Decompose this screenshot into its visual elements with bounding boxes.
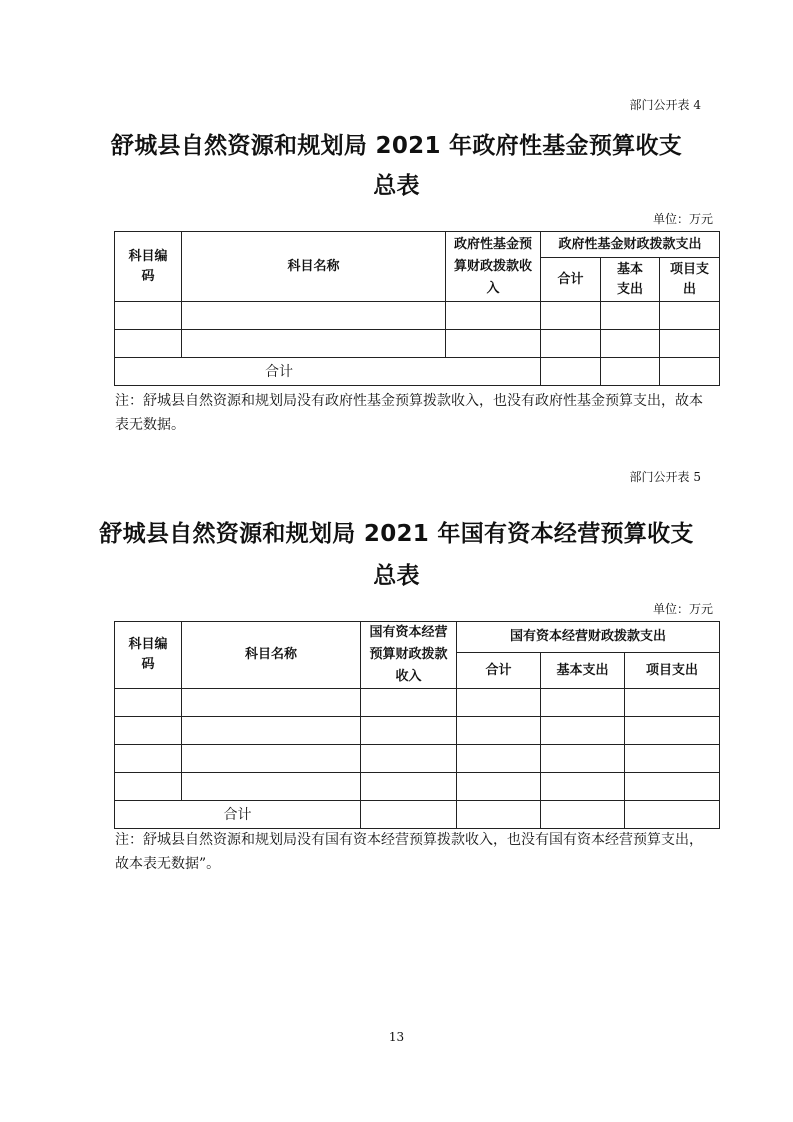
unit-label: 单位：万元	[652, 212, 713, 226]
total-label: 合计	[115, 358, 541, 386]
header-name: 科目名称	[182, 232, 446, 302]
header-income: 政府性基金预算财政拨款收入	[446, 232, 541, 302]
page-title-continued: 总表	[373, 173, 420, 199]
budget-table	[114, 231, 720, 386]
header-code: 科目编码	[115, 622, 182, 689]
table-row	[115, 302, 720, 330]
header-income: 国有资本经营预算财政拨款收入	[361, 622, 457, 689]
table-row	[115, 717, 720, 745]
unit-label: 单位：万元	[652, 602, 713, 616]
header-project: 项目支出	[625, 653, 720, 689]
header-basic: 基本支出	[541, 653, 625, 689]
table-row	[115, 745, 720, 773]
header-basic: 基本支出	[601, 258, 660, 302]
page-title-continued: 总表	[373, 563, 420, 589]
table-tag: 部门公开表 5	[629, 470, 701, 484]
table-row	[115, 773, 720, 801]
page-title: 舒城县自然资源和规划局 2021 年国有资本经营预算收支	[99, 521, 694, 547]
header-total: 合计	[541, 258, 601, 302]
table-tag: 部门公开表 4	[629, 98, 701, 112]
table-note: 注：舒城县自然资源和规划局没有国有资本经营预算拨款收入，也没有国有资本经营预算支出，故本表无数据”。	[115, 832, 703, 872]
header-total: 合计	[457, 653, 541, 689]
header-expense-group: 国有资本经营财政拨款支出	[457, 622, 720, 653]
total-label: 合计	[115, 801, 361, 829]
table-row	[115, 330, 720, 358]
total-row	[115, 358, 720, 386]
header-project: 项目支出	[660, 258, 720, 302]
table-row	[115, 689, 720, 717]
header-name: 科目名称	[182, 622, 361, 689]
page-number: 13	[388, 1030, 405, 1044]
budget-table	[114, 621, 720, 829]
page-title: 舒城县自然资源和规划局 2021 年政府性基金预算收支	[110, 133, 683, 159]
header-expense-group: 政府性基金财政拨款支出	[541, 232, 720, 258]
header-code: 科目编码	[115, 232, 182, 302]
total-row	[115, 801, 720, 829]
table-note: 注：舒城县自然资源和规划局没有政府性基金预算拨款收入，也没有政府性基金预算支出，故本表无数据。	[115, 393, 703, 433]
